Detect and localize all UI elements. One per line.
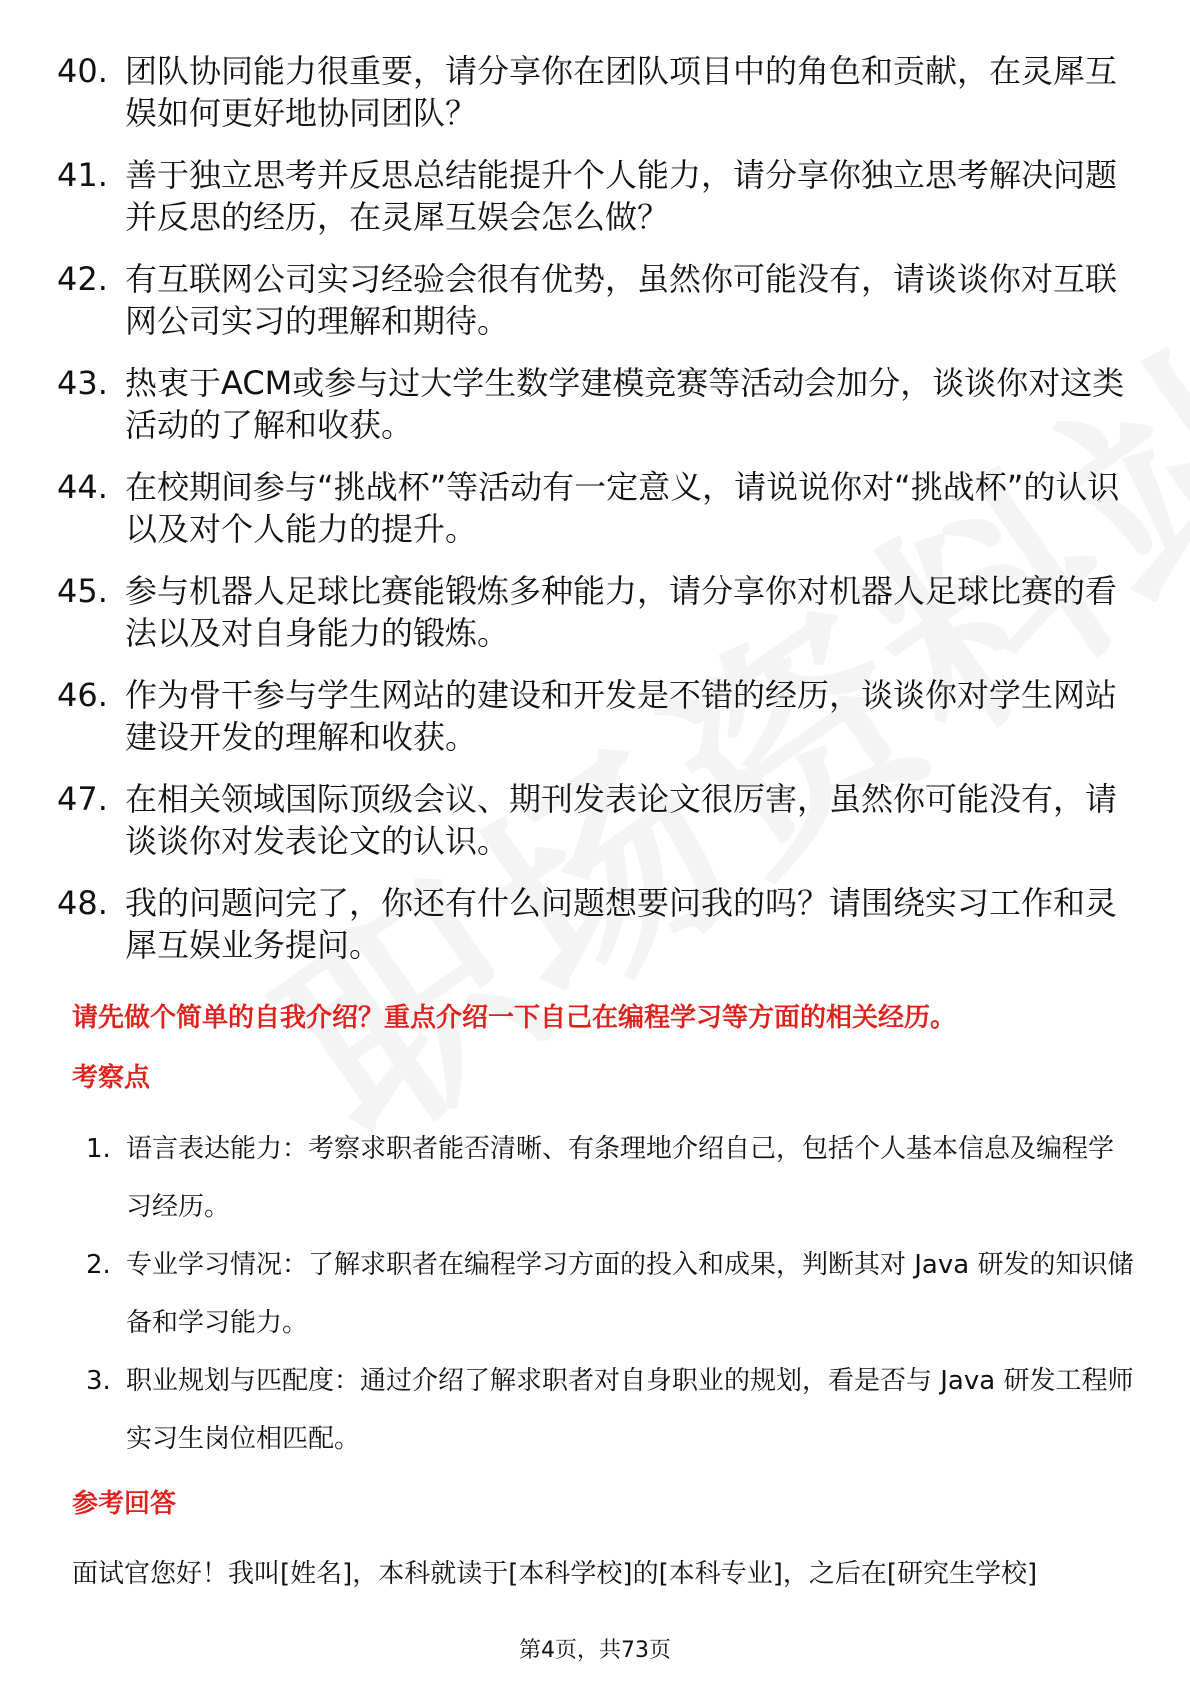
question-text: 团队协同能力很重要，请分享你在团队项目中的角色和贡献，在灵犀互娱如何更好地协同团队？ (125, 52, 1118, 132)
question-text: 在校期间参与“挑战杯”等活动有一定意义，请说说你对“挑战杯”的认识以及对个人能力的提升。 (125, 468, 1120, 548)
question-list (57, 50, 1137, 986)
question-text: 作为骨干参与学生网站的建设和开发是不错的经历，谈谈你对学生网站建设开发的理解和收获。 (125, 676, 1118, 756)
question-item (57, 362, 1137, 446)
assessment-point (86, 1236, 1136, 1352)
page-footer: 第4页，共73页 (519, 1638, 671, 1663)
assessment-point (86, 1352, 1136, 1468)
question-number: 43. (57, 364, 108, 402)
point-text: 职业规划与匹配度：通过介绍了解求职者对自身职业的规划，看是否与 Java 研发工程师实习生岗位相匹配。 (126, 1366, 1134, 1454)
assessment-points (86, 1120, 1136, 1468)
question-item (57, 778, 1137, 862)
reference-answer-text: 面试官您好！我叫[姓名]，本科就读于[本科学校]的[本科专业]，之后在[研究生学校] (72, 1559, 1038, 1589)
question-item (57, 570, 1137, 654)
question-number: 41. (57, 156, 108, 194)
question-item (57, 154, 1137, 238)
question-text: 热衷于ACM或参与过大学生数学建模竞赛等活动会加分，谈谈你对这类活动的了解和收获。 (125, 364, 1125, 444)
question-number: 48. (57, 884, 108, 922)
question-item (57, 466, 1137, 550)
question-number: 42. (57, 260, 108, 298)
question-text: 在相关领域国际顶级会议、期刊发表论文很厉害，虽然你可能没有，请谈谈你对发表论文的认识。 (125, 780, 1118, 860)
question-item (57, 882, 1137, 966)
reference-answer-label: 参考回答 (72, 1489, 177, 1519)
featured-question-heading: 请先做个简单的自我介绍？重点介绍一下自己在编程学习等方面的相关经历。 (72, 1003, 957, 1033)
question-text: 善于独立思考并反思总结能提升个人能力，请分享你独立思考解决问题并反思的经历，在灵犀互娱会怎么做？ (125, 156, 1118, 236)
question-text: 参与机器人足球比赛能锻炼多种能力，请分享你对机器人足球比赛的看法以及对自身能力的锻炼。 (125, 572, 1118, 652)
point-text: 专业学习情况：了解求职者在编程学习方面的投入和成果，判断其对 Java 研发的知识储备和学习能力。 (126, 1250, 1134, 1338)
point-number: 2. (86, 1250, 111, 1280)
question-item (57, 258, 1137, 342)
question-item (57, 50, 1137, 134)
question-item (57, 674, 1137, 758)
assessment-point (86, 1120, 1136, 1236)
question-number: 44. (57, 468, 108, 506)
question-text: 有互联网公司实习经验会很有优势，虽然你可能没有，请谈谈你对互联网公司实习的理解和期待。 (125, 260, 1118, 340)
point-text: 语言表达能力：考察求职者能否清晰、有条理地介绍自己，包括个人基本信息及编程学习经历。 (126, 1134, 1115, 1222)
question-number: 46. (57, 676, 108, 714)
question-number: 40. (57, 52, 108, 90)
point-number: 3. (86, 1366, 111, 1396)
question-text: 我的问题问完了，你还有什么问题想要问我的吗？请围绕实习工作和灵犀互娱业务提问。 (125, 884, 1118, 964)
assessment-label: 考察点 (72, 1063, 151, 1093)
point-number: 1. (86, 1134, 111, 1164)
question-number: 45. (57, 572, 108, 610)
question-number: 47. (57, 780, 108, 818)
